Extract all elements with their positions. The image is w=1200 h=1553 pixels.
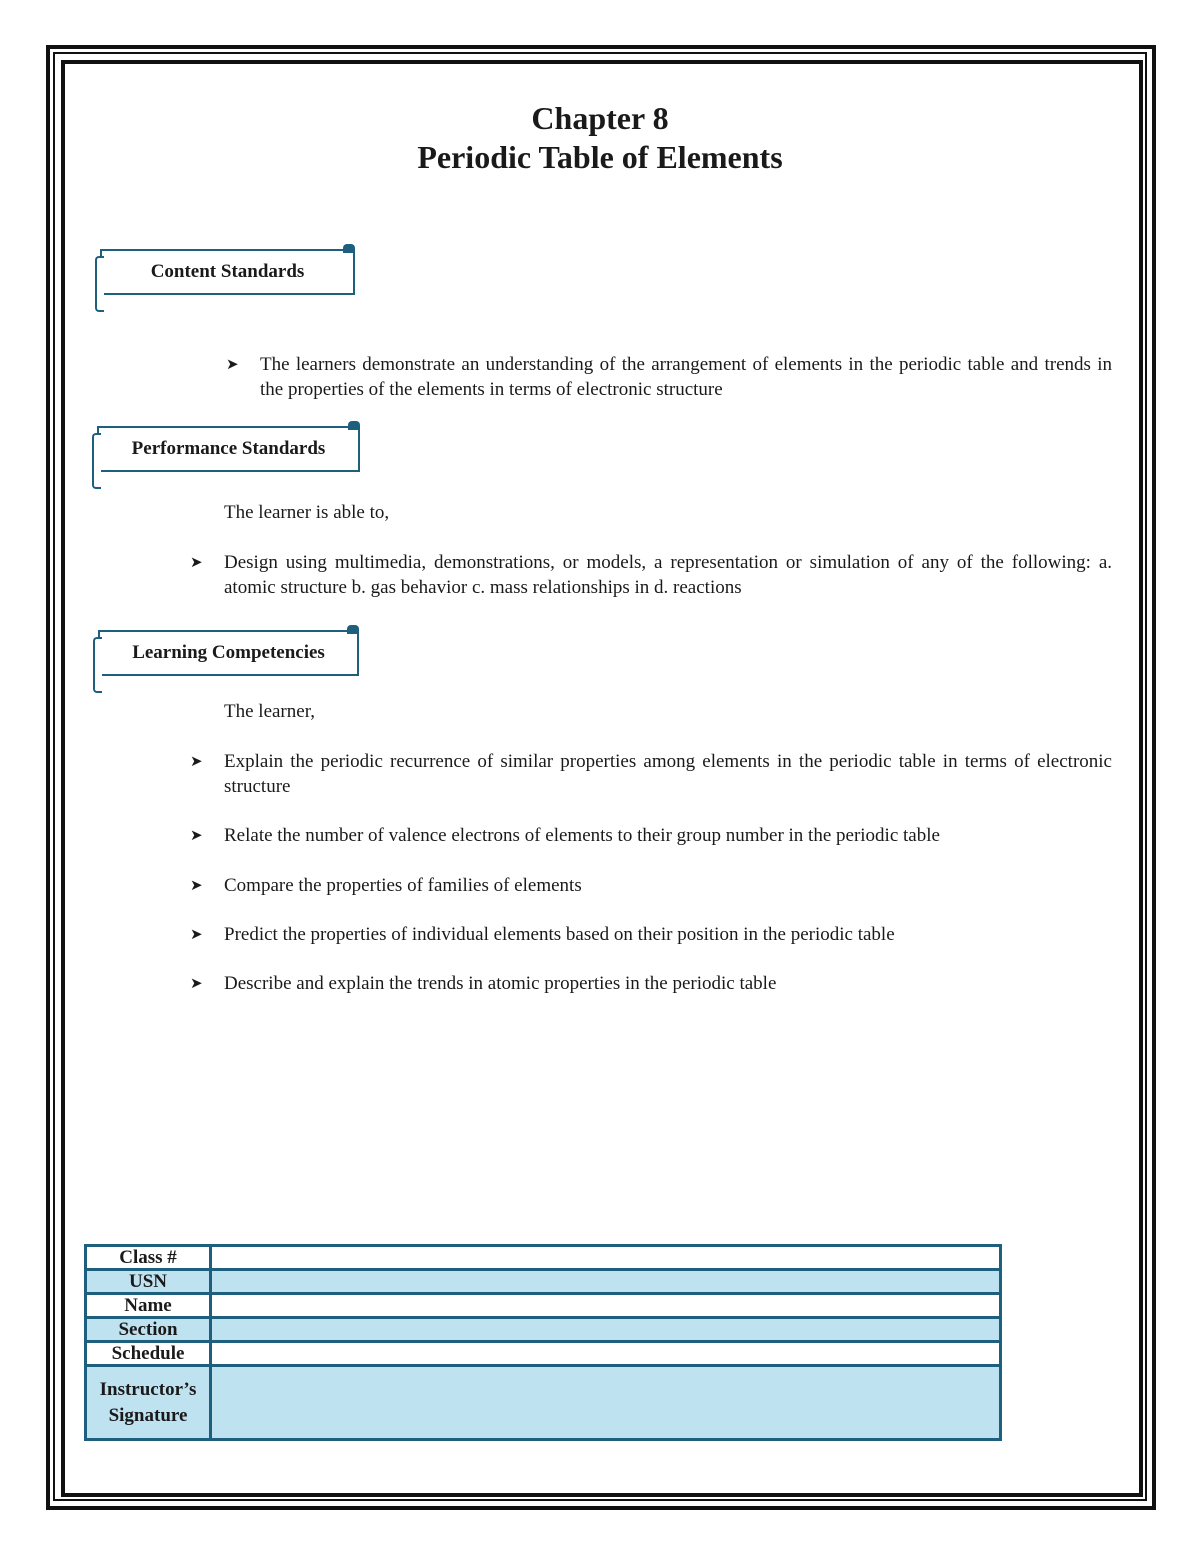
arrowhead-bullet-icon: ➤ bbox=[190, 878, 203, 894]
chapter-title: Periodic Table of Elements bbox=[417, 139, 783, 175]
class-number-field[interactable] bbox=[211, 1246, 1001, 1270]
arrowhead-bullet-icon: ➤ bbox=[190, 976, 203, 992]
name-label: Name bbox=[86, 1294, 211, 1318]
performance-intro: The learner is able to, bbox=[224, 502, 390, 523]
content-standards-banner bbox=[100, 249, 355, 295]
table-row bbox=[86, 1246, 1001, 1270]
list-item bbox=[226, 352, 1112, 402]
list-item bbox=[190, 749, 1112, 799]
table-row bbox=[86, 1294, 1001, 1318]
content-standards-heading: Content Standards bbox=[150, 261, 305, 282]
competency-text: Relate the number of valence electrons of elements to their group number in the periodic table bbox=[224, 825, 940, 846]
student-info-table bbox=[84, 1244, 1002, 1441]
chapter-number: Chapter 8 bbox=[531, 100, 669, 136]
table-row bbox=[86, 1342, 1001, 1366]
arrowhead-bullet-icon: ➤ bbox=[190, 555, 203, 571]
list-item bbox=[190, 873, 1112, 899]
section-label: Section bbox=[86, 1318, 211, 1342]
section-field[interactable] bbox=[211, 1318, 1001, 1342]
name-field[interactable] bbox=[211, 1294, 1001, 1318]
performance-standard-text: Design using multimedia, demonstrations, or models, a representation or simulation of any of the following: a. atomic structure b. gas behavior c. mass relationships in d. reactions bbox=[224, 552, 1112, 598]
list-item bbox=[190, 922, 1112, 948]
performance-standards-heading: Performance Standards bbox=[131, 438, 326, 459]
usn-label: USN bbox=[86, 1270, 211, 1294]
list-item bbox=[190, 550, 1112, 600]
list-item bbox=[190, 823, 1112, 849]
competency-text: Compare the properties of families of elements bbox=[224, 875, 582, 896]
performance-standards-banner bbox=[97, 426, 360, 472]
schedule-label: Schedule bbox=[86, 1342, 211, 1366]
usn-field[interactable] bbox=[211, 1270, 1001, 1294]
arrowhead-bullet-icon: ➤ bbox=[190, 927, 203, 943]
content-standard-text: The learners demonstrate an understanding of the arrangement of elements in the periodic table and trends in the properties of the elements in terms of electronic structure bbox=[260, 354, 1112, 400]
arrowhead-bullet-icon: ➤ bbox=[190, 828, 203, 844]
instructor-signature-field[interactable] bbox=[211, 1366, 1001, 1440]
learning-competencies-banner bbox=[98, 630, 359, 676]
class-number-label: Class # bbox=[86, 1246, 211, 1270]
table-row bbox=[86, 1270, 1001, 1294]
instructor-signature-label: Instructor’s Signature bbox=[86, 1366, 211, 1440]
table-row bbox=[86, 1318, 1001, 1342]
table-row bbox=[86, 1366, 1001, 1440]
schedule-field[interactable] bbox=[211, 1342, 1001, 1366]
competencies-intro: The learner, bbox=[224, 701, 316, 722]
competency-text: Explain the periodic recurrence of similar properties among elements in the periodic table in terms of electronic structure bbox=[224, 751, 1112, 797]
arrowhead-bullet-icon: ➤ bbox=[190, 754, 203, 770]
arrowhead-bullet-icon: ➤ bbox=[226, 357, 239, 373]
list-item bbox=[190, 971, 1112, 997]
learning-competencies-heading: Learning Competencies bbox=[132, 642, 325, 663]
competency-text: Describe and explain the trends in atomic properties in the periodic table bbox=[224, 973, 777, 994]
competency-text: Predict the properties of individual elements based on their position in the periodic table bbox=[224, 924, 895, 945]
